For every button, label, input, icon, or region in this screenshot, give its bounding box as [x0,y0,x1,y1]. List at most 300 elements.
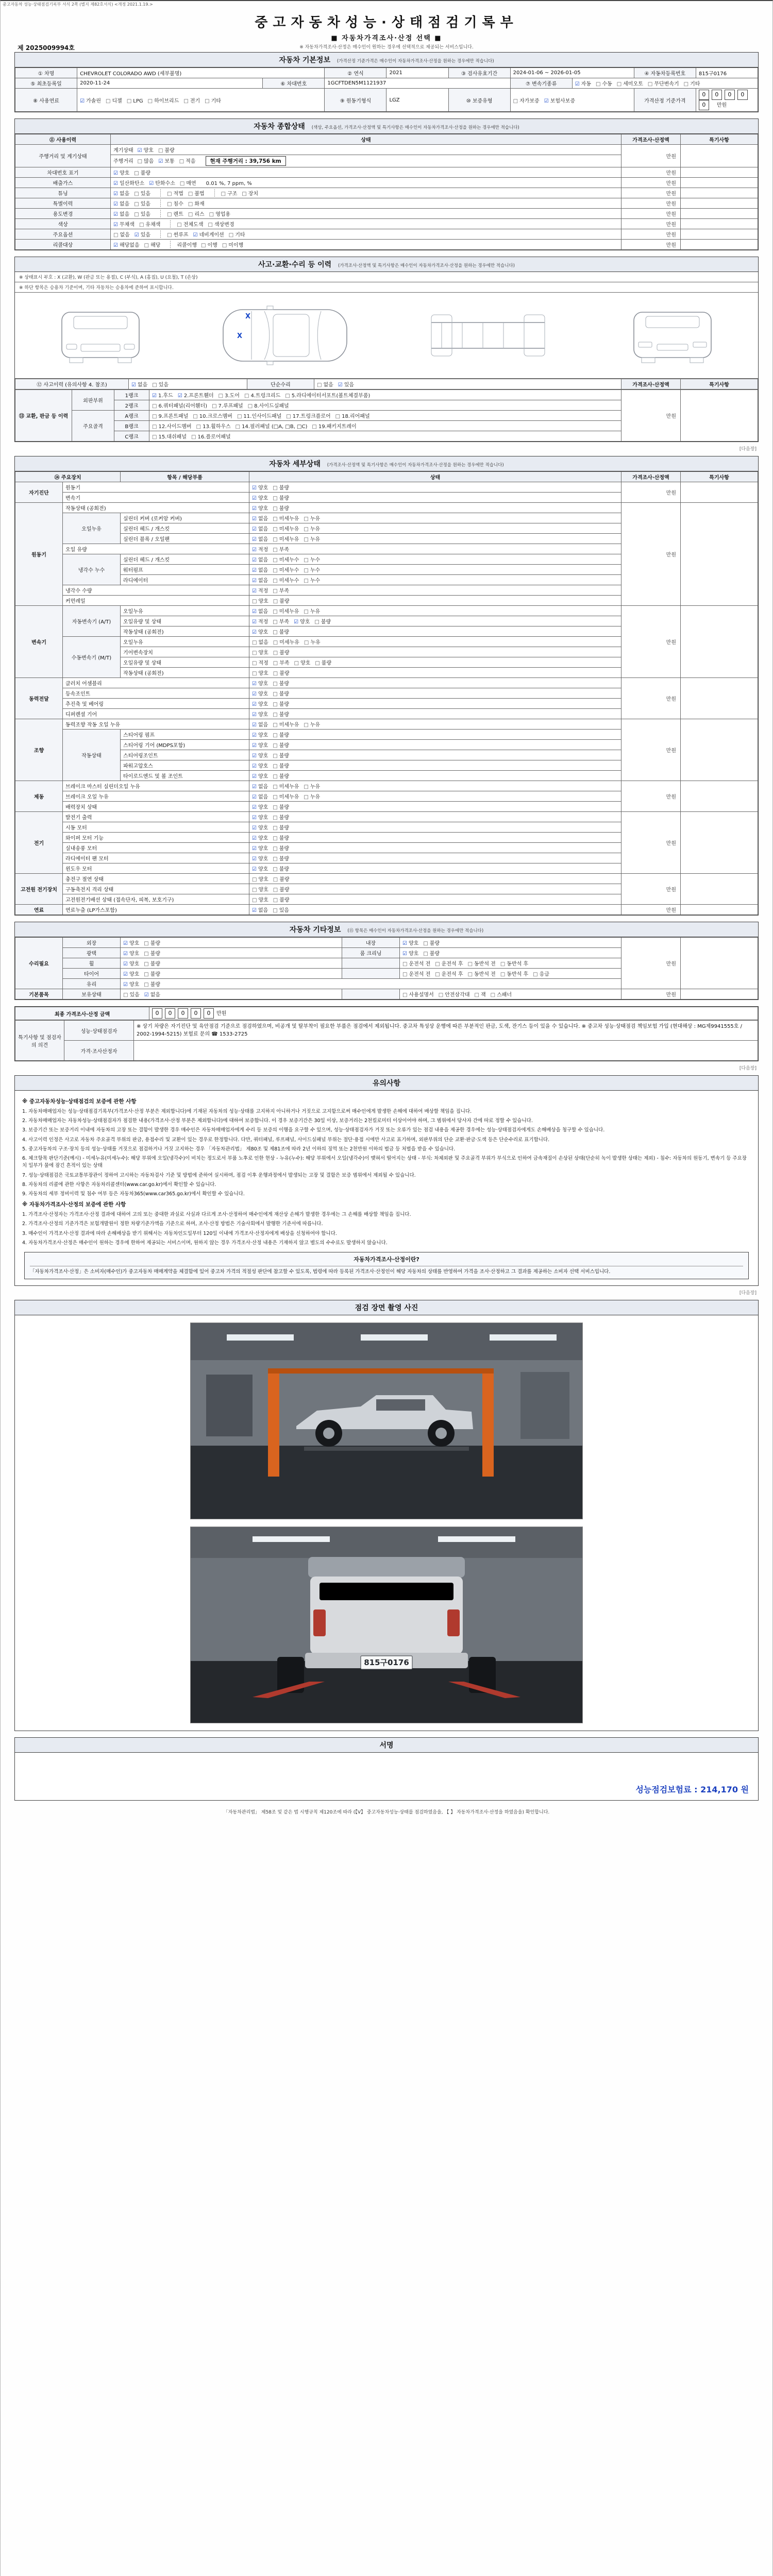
note-cell [681,678,758,719]
checkbox-option[interactable] [402,949,418,957]
checkbox-option[interactable] [252,576,268,584]
etc-note: (⑮ 항목은 매수인이 자동차가격조사·산정을 원하는 경우에만 적습니다) [347,928,484,934]
checkbox-option[interactable] [252,483,268,491]
col-price: 가격조사·산정액 [621,134,681,145]
checkbox-label: 없음 [258,784,268,790]
checkbox-option[interactable] [242,189,258,197]
checkbox-option[interactable] [138,157,154,164]
checkbox-option[interactable] [273,535,299,543]
checkbox-label: 양호 [258,496,268,501]
signature-area[interactable] [15,1753,758,1800]
etc-item-state [121,969,342,979]
checkbox-option[interactable] [491,990,512,998]
checkbox-option[interactable] [312,422,356,430]
detail-row [15,678,758,688]
checkbox-option[interactable] [273,689,289,697]
checkbox-label: 4.트렁크리드 [250,393,281,399]
checkbox-option[interactable] [180,179,196,187]
checkbox-option[interactable] [273,628,289,635]
checkbox-option[interactable] [252,566,268,573]
checkbox-option[interactable] [179,157,196,164]
checkbox-option[interactable] [273,514,299,522]
checkbox-option[interactable] [252,844,268,852]
checkbox-option[interactable] [273,586,289,594]
checkbox-option[interactable] [468,959,496,967]
price-cell: 만원 [621,167,681,178]
checkbox-option[interactable] [144,959,160,967]
checkbox-label: 기타 [211,98,221,104]
checkbox-option[interactable] [113,210,129,217]
checkbox-option[interactable] [402,959,430,967]
checkbox-option[interactable] [285,391,370,399]
rank-items [149,431,621,442]
checkbox-label: 누유 [310,784,321,790]
checkbox-glyph: □ [435,972,440,977]
checkbox-option[interactable] [435,959,463,967]
checkbox-option[interactable] [304,576,320,584]
checkbox-option[interactable] [252,669,268,676]
checkbox-option[interactable] [193,230,224,238]
checkbox-option[interactable] [500,959,528,967]
checkbox-option[interactable] [273,700,289,707]
opinion-section-label: 특기사항 및 점검자의 의견 [15,1021,64,1061]
checkbox-option[interactable] [273,813,289,821]
checkbox-option[interactable] [113,220,135,228]
checkbox-option[interactable] [273,555,299,563]
checkbox-option[interactable] [252,555,268,563]
checkbox-glyph: □ [273,660,278,666]
checkbox-option[interactable] [273,865,289,872]
checkbox-option[interactable] [123,959,139,967]
checkbox-option[interactable] [273,566,299,573]
checkbox-option[interactable] [252,731,268,738]
checkbox-label: 하이브리드 [154,98,179,104]
checkbox-glyph: □ [273,681,278,687]
checkbox-option[interactable] [123,949,139,957]
checkbox-option[interactable] [106,96,122,104]
note-cell [681,874,758,905]
checkbox-option[interactable] [134,168,150,176]
checkbox-option[interactable] [252,834,268,841]
checkbox-option[interactable] [135,230,150,238]
checkbox-option[interactable] [144,980,160,988]
checkbox-option[interactable] [152,432,187,440]
checkbox-option[interactable] [273,803,289,810]
checkbox-option[interactable] [252,617,268,625]
checkbox-option[interactable] [315,658,331,666]
checkbox-option[interactable] [123,939,139,946]
checkbox-option[interactable] [152,422,192,430]
checkbox-option[interactable] [113,199,129,207]
checkbox-option[interactable] [236,422,308,430]
checkbox-option[interactable] [252,607,268,615]
checkbox-option[interactable] [183,96,200,104]
checkbox-label: 없음 [258,640,268,646]
etc-item-state [121,989,342,999]
checkbox-option[interactable] [252,813,268,821]
checkbox-label: 구조 [227,191,238,197]
checkbox-glyph: □ [193,414,198,419]
checkbox-option[interactable] [113,179,144,187]
field-value: 815구0176 [696,68,758,78]
checkbox-label: 불량 [279,702,290,707]
rank-name: C랭크 [114,431,149,442]
checkbox-option[interactable] [188,210,205,217]
checkbox-option[interactable] [144,970,160,977]
checkbox-option[interactable] [273,792,299,800]
checkbox-option[interactable] [252,803,268,810]
checkbox-label: 양호 [258,867,268,872]
checkbox-option[interactable] [273,710,289,718]
checkbox-option[interactable] [196,422,231,430]
checkbox-option[interactable] [152,412,188,419]
checkbox-glyph: □ [252,660,257,666]
checkbox-option[interactable] [304,792,320,800]
checkbox-option[interactable] [273,545,289,553]
item-name: 커먼레일 [63,596,249,606]
checkbox-option[interactable] [475,990,486,998]
checkbox-option[interactable] [314,617,331,625]
checkbox-glyph: ☑ [252,867,257,872]
checkbox-label: 잭 [480,992,486,998]
checkbox-option[interactable] [273,895,290,903]
checkbox-option[interactable] [286,412,330,419]
checkbox-option[interactable] [244,391,280,399]
item-state [249,678,621,688]
notice-sec2-items [22,1211,751,1247]
checkbox-option[interactable] [252,535,268,543]
detail-row [15,874,758,884]
checkbox-option[interactable] [439,990,470,998]
checkbox-option[interactable] [273,597,290,604]
checkbox-option[interactable] [304,514,320,522]
usage-item-name: 차대번호 표기 [15,167,111,178]
checkbox-option[interactable] [338,380,354,388]
checkbox-glyph: ☑ [252,722,257,728]
checkbox-option[interactable] [273,885,290,893]
checkbox-option[interactable] [252,782,268,790]
checkbox-option[interactable] [219,391,240,399]
checkbox-option[interactable] [177,220,203,228]
checkbox-option[interactable] [435,970,463,977]
checkbox-option[interactable] [317,380,333,388]
checkbox-label: 18.리어패널 [342,414,370,419]
checkbox-label: 2.프론트휀더 [183,393,214,399]
checkbox-option[interactable] [178,391,214,399]
notice-sec1-items [22,1108,751,1198]
checkbox-option[interactable] [123,970,139,977]
checkbox-option[interactable] [252,638,268,646]
checkbox-option[interactable] [273,648,290,656]
checkbox-option[interactable] [273,834,289,841]
checkbox-label: 적정 [258,619,268,625]
checkbox-option[interactable] [138,146,154,154]
checkbox-label: 응급 [539,972,549,977]
checkbox-label: 불량 [279,867,290,872]
checkbox-option[interactable] [123,990,140,998]
checkbox-option[interactable] [252,741,268,749]
checkbox-option[interactable] [158,157,174,164]
item-state [249,853,621,863]
checkbox-option[interactable] [273,751,289,759]
checkbox-option[interactable] [152,401,207,409]
checkbox-label: 동반석 후 [507,972,529,977]
checkbox-option[interactable] [188,199,205,207]
checkbox-option[interactable] [167,199,183,207]
checkbox-option[interactable] [131,380,147,388]
checkbox-glyph: □ [252,897,257,903]
photos-titlebar [15,1300,758,1315]
basic-info-title: 자동차 기본정보 [279,56,330,64]
checkbox-option[interactable] [152,380,169,388]
checkbox-glyph: ☑ [113,181,118,187]
checkbox-option[interactable] [252,700,268,707]
checkbox-option[interactable] [212,401,243,409]
field-label: ⑤ 최초등록일 [15,78,77,89]
checkbox-option[interactable] [252,854,268,862]
overall-row [15,145,758,155]
checkbox-option[interactable] [294,658,311,666]
checkbox-option[interactable] [205,96,221,104]
checkbox-option[interactable] [167,230,188,238]
checkbox-option[interactable] [237,412,281,419]
form-reference-note: 중고자동차 성능·상태점검기록부 서식 2쪽 (별지 제82호서식) <개정 2021.1.19.> [3,2,153,7]
checkbox-label: 불량 [321,619,331,625]
checkbox-option[interactable] [402,939,418,946]
notice-item: 1. 자동차매매업자는 성능·상태점검기록부(가격조사·산정 부분은 제외합니다)에 기재된 자동차의 성능·상태를 고지하지 아니하거나 거짓으로 고지함으로써 매수인에게 발생한 손해에 대하여 배상할 책임을 집니다. [22,1108,472,1114]
checkbox-option[interactable] [144,949,160,957]
checkbox-option[interactable] [500,970,528,977]
checkbox-option[interactable] [252,720,268,728]
checkbox-option[interactable] [596,79,612,87]
checkbox-option[interactable] [252,772,268,779]
checkbox-option[interactable] [468,970,496,977]
checkbox-glyph: ☑ [402,951,407,957]
checkbox-option[interactable] [139,220,160,228]
checkbox-option[interactable] [335,412,370,419]
checkbox-option[interactable] [304,555,320,563]
checkbox-label: 불량 [279,805,290,810]
checkbox-option[interactable] [148,96,179,104]
checkbox-option[interactable] [533,970,549,977]
item-state [249,791,621,802]
overall-table [15,134,758,250]
checkbox-option[interactable] [144,241,161,248]
checkbox-option[interactable] [127,98,143,104]
checkbox-option[interactable] [158,146,175,154]
checkbox-option[interactable] [273,720,299,728]
checkbox-option[interactable] [252,514,268,522]
checkbox-option[interactable] [617,79,643,87]
checkbox-glyph: □ [222,243,227,248]
price-cell: 만원 [621,503,681,606]
checkbox-option[interactable] [134,189,150,197]
checkbox-option[interactable] [123,980,139,988]
checkbox-option[interactable] [273,906,289,913]
checkbox-option[interactable] [252,885,268,893]
checkbox-glyph: □ [273,712,278,718]
checkbox-label: 네비게이션 [199,232,224,238]
checkbox-option[interactable] [402,970,430,977]
checkbox-option[interactable] [80,96,101,104]
checkbox-option[interactable] [273,576,299,584]
etc-item-state [121,958,342,969]
opinion-row [15,1041,758,1061]
checkbox-option[interactable] [575,79,591,87]
checkbox-option[interactable] [252,679,268,687]
checkbox-option[interactable] [149,179,175,187]
checkbox-option[interactable] [304,638,321,646]
checkbox-option[interactable] [188,189,205,197]
checkbox-option[interactable] [252,504,268,512]
checkbox-option[interactable] [304,782,320,790]
checkbox-option[interactable] [273,875,290,883]
checkbox-option[interactable] [252,689,268,697]
checkbox-option[interactable] [193,412,232,419]
checkbox-option[interactable] [252,597,268,604]
checkbox-option[interactable] [201,241,217,248]
checkbox-option[interactable] [273,617,289,625]
price-cell: 만원 [621,198,681,209]
checkbox-glyph: □ [467,972,473,977]
checkbox-option[interactable] [167,210,183,217]
checkbox-option[interactable] [273,761,289,769]
checkbox-option[interactable] [423,949,440,957]
checkbox-option[interactable] [252,865,268,872]
checkbox-option[interactable] [273,638,299,646]
checkbox-option[interactable] [134,199,150,207]
checkbox-option[interactable] [273,679,289,687]
item-name: 클러치 어셈블리 [63,678,249,688]
amount-digit-box: 0 [152,1008,162,1019]
checkbox-option[interactable] [252,494,268,501]
checkbox-option[interactable] [252,875,268,883]
checkbox-option[interactable] [252,710,268,718]
checkbox-glyph: □ [533,972,538,977]
checkbox-glyph: □ [167,201,172,207]
checkbox-option[interactable] [191,432,231,440]
amount-digit-box: 0 [699,100,709,110]
checkbox-glyph: □ [179,181,185,187]
checkbox-option[interactable] [134,210,150,217]
checkbox-glyph: □ [273,908,278,913]
note-cell [681,240,758,250]
checkbox-option[interactable] [252,823,268,831]
checkbox-label: 양호 [119,171,130,176]
checkbox-label: 없음 [119,191,130,197]
checkbox-glyph: □ [218,393,224,399]
checkbox-option[interactable] [273,669,290,676]
checkbox-option[interactable] [208,220,234,228]
document-subtitle: ■ 자동차가격조사·산정 선택 ■ [331,35,442,42]
checkbox-option[interactable] [273,731,289,738]
checkbox-glyph: □ [134,191,139,197]
checkbox-option[interactable] [423,939,440,946]
checkbox-option[interactable] [113,241,140,248]
checkbox-option[interactable] [113,168,129,176]
checkbox-option[interactable] [273,504,289,512]
checkbox-option[interactable] [684,79,700,87]
inspection-photo-garage [190,1323,583,1519]
checkbox-option[interactable] [273,844,289,852]
checkbox-option[interactable] [221,189,238,197]
checkbox-option[interactable] [273,772,289,779]
checkbox-option[interactable] [304,535,320,543]
checkbox-option[interactable] [252,906,268,913]
checkbox-option[interactable] [273,658,290,666]
etc-group-name: 수리필요 [15,938,63,989]
state-symbol-legend-2: ※ 하단 항목은 승용차 기준이며, 기타 자동차는 승용차에 준하여 표시합니다. [15,282,758,293]
checkbox-option[interactable] [252,524,268,532]
checkbox-option[interactable] [513,96,540,104]
checkbox-option[interactable] [273,823,289,831]
checkbox-label: 19.패키지트레이 [318,424,357,430]
checkbox-option[interactable] [304,524,320,532]
item-state [249,493,621,503]
checkbox-option[interactable] [648,79,679,87]
checkbox-option[interactable] [304,607,320,615]
checkbox-glyph: □ [273,702,278,707]
checkbox-option[interactable] [252,792,268,800]
checkbox-option[interactable] [113,189,129,197]
checkbox-option[interactable] [222,241,243,248]
device-name: 자기진단 [15,482,63,503]
item-name: 파워고압호스 [121,760,249,771]
checkbox-option[interactable] [273,494,289,501]
usage-item-name: 색상 [15,219,111,229]
checkbox-option[interactable] [304,566,320,573]
overall-row [15,209,758,219]
checkbox-option[interactable] [294,617,310,625]
checkbox-option[interactable] [273,607,299,615]
item-state [249,657,621,668]
checkbox-option[interactable] [229,230,245,238]
checkbox-glyph: □ [294,660,299,666]
checkbox-option[interactable] [248,401,289,409]
checkbox-glyph: □ [235,424,241,430]
checkbox-option[interactable] [273,854,289,862]
checkbox-option[interactable] [152,391,173,399]
checkbox-option[interactable] [252,761,268,769]
checkbox-option[interactable] [402,990,434,998]
checkbox-option[interactable] [252,545,268,553]
checkbox-option[interactable] [273,741,289,749]
basic-info-row [15,68,758,78]
checkbox-label: 10.크로스멤버 [199,414,232,419]
state-cell [111,229,621,240]
checkbox-option[interactable] [252,648,268,656]
checkbox-option[interactable] [273,782,299,790]
item-name: 실린더 블록 / 오일팬 [121,534,249,544]
checkbox-option[interactable] [113,230,130,238]
checkbox-option[interactable] [273,483,289,491]
checkbox-option[interactable] [252,895,268,903]
checkbox-option[interactable] [273,524,299,532]
checkbox-option[interactable] [252,658,268,666]
checkbox-label: 유채색 [145,222,161,228]
checkbox-option[interactable] [144,939,160,946]
checkbox-option[interactable] [252,586,268,594]
checkbox-option[interactable] [144,990,160,998]
checkbox-option[interactable] [304,720,320,728]
checkbox-option[interactable] [252,628,268,635]
checkbox-option[interactable] [544,96,575,104]
overall-note: (색상, 주요옵션, 가격조사·산정액 및 특기사항은 매수인이 자동차가격조사·산정을 원하는 경우에만 적습니다) [311,125,519,130]
checkbox-option[interactable] [167,189,183,197]
checkbox-glyph: □ [244,393,249,399]
checkbox-option[interactable] [252,751,268,759]
checkbox-option[interactable] [209,210,230,217]
